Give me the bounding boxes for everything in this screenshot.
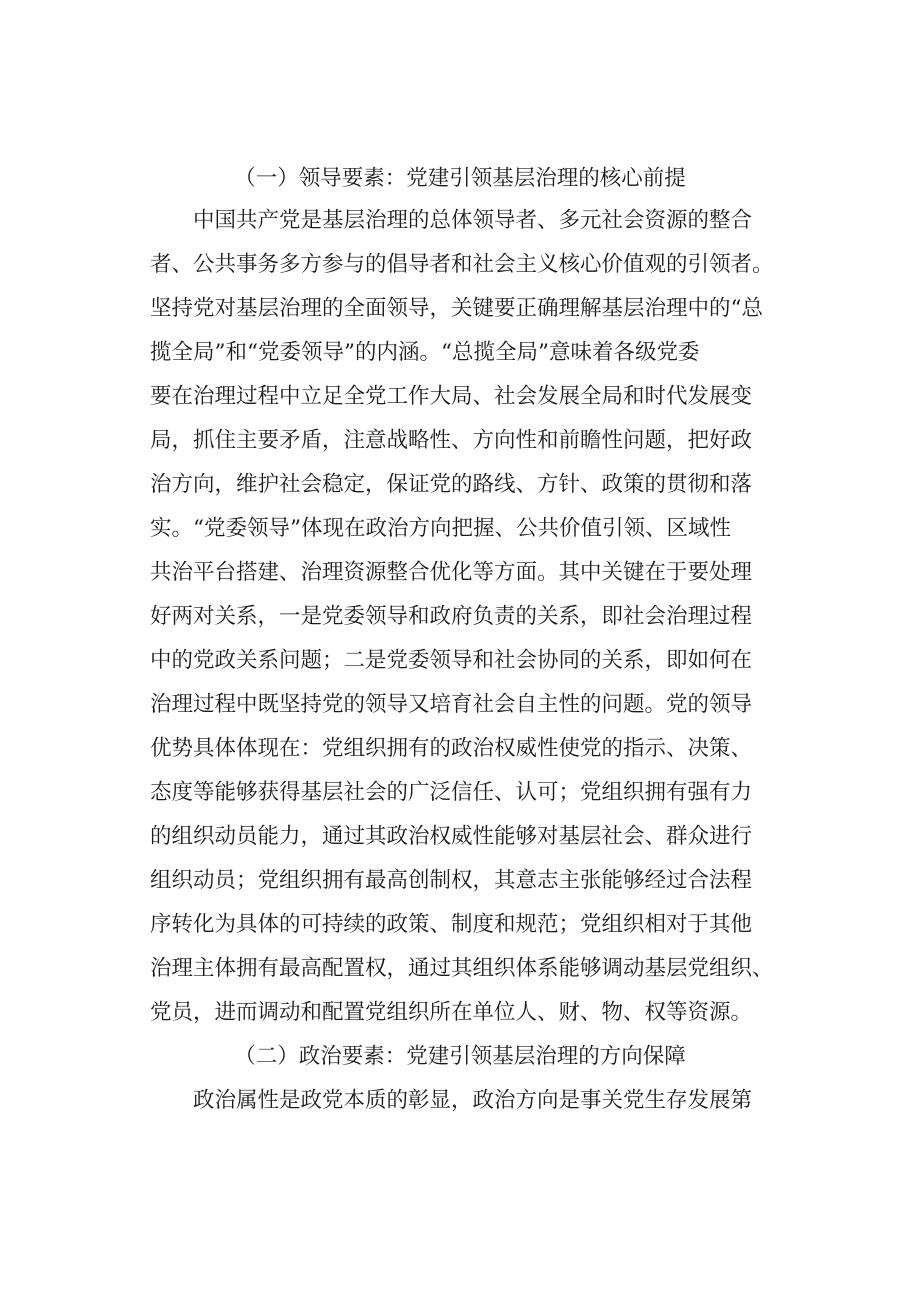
paragraph-line: 者、公共事务多方参与的倡导者和社会主义核心价值观的引领者。: [150, 252, 774, 277]
paragraph-line: 中的党政关系问题；二是党委领导和社会协同的关系，即如何在: [150, 648, 753, 673]
paragraph-line: 序转化为具体的可持续的政策、制度和规范；党组织相对于其他: [150, 912, 753, 937]
paragraph-line: 政治属性是政党本质的彰显，政治方向是事关党生存发展第: [150, 1088, 753, 1113]
paragraph-line: 好两对关系，一是党委领导和政府负责的关系，即社会治理过程: [150, 604, 753, 629]
paragraph-line: 治理过程中既坚持党的领导又培育社会自主性的问题。党的领导: [150, 692, 753, 717]
paragraph-line: 组织动员；党组织拥有最高创制权，其意志主张能够经过合法程: [150, 868, 753, 893]
paragraph-line: 局，抓住主要矛盾，注意战略性、方向性和前瞻性问题，把好政: [150, 428, 753, 453]
paragraph-line: 态度等能够获得基层社会的广泛信任、认可；党组织拥有强有力: [150, 780, 753, 805]
paragraph-line: 党员，进而调动和配置党组织所在单位人、财、物、权等资源。: [150, 1000, 753, 1025]
paragraph-line: 揽全局”和“党委领导”的内涵。“总揽全局”意味着各级党委: [150, 340, 700, 365]
section-heading-2: （二）政治要素：党建引领基层治理的方向保障: [234, 1044, 686, 1069]
paragraph-line: 坚持党对基层治理的全面领导，关键要正确理解基层治理中的“总: [150, 296, 763, 321]
paragraph-line: 治理主体拥有最高配置权，通过其组织体系能够调动基层党组织、: [150, 956, 774, 981]
paragraph-line: 要在治理过程中立足全党工作大局、社会发展全局和时代发展变: [150, 384, 753, 409]
section-heading-1: （一）领导要素：党建引领基层治理的核心前提: [234, 166, 686, 191]
paragraph-line: 共治平台搭建、治理资源整合优化等方面。其中关键在于要处理: [150, 560, 753, 585]
paragraph-line: 中国共产党是基层治理的总体领导者、多元社会资源的整合: [150, 208, 753, 233]
paragraph-line: 实。“党委领导”体现在政治方向把握、公共价值引领、区域性: [150, 516, 731, 541]
paragraph-line: 治方向，维护社会稳定，保证党的路线、方针、政策的贯彻和落: [150, 472, 753, 497]
paragraph-line: 的组织动员能力，通过其政治权威性能够对基层社会、群众进行: [150, 824, 753, 849]
paragraph-line: 优势具体体现在：党组织拥有的政治权威性使党的指示、决策、: [150, 736, 753, 761]
